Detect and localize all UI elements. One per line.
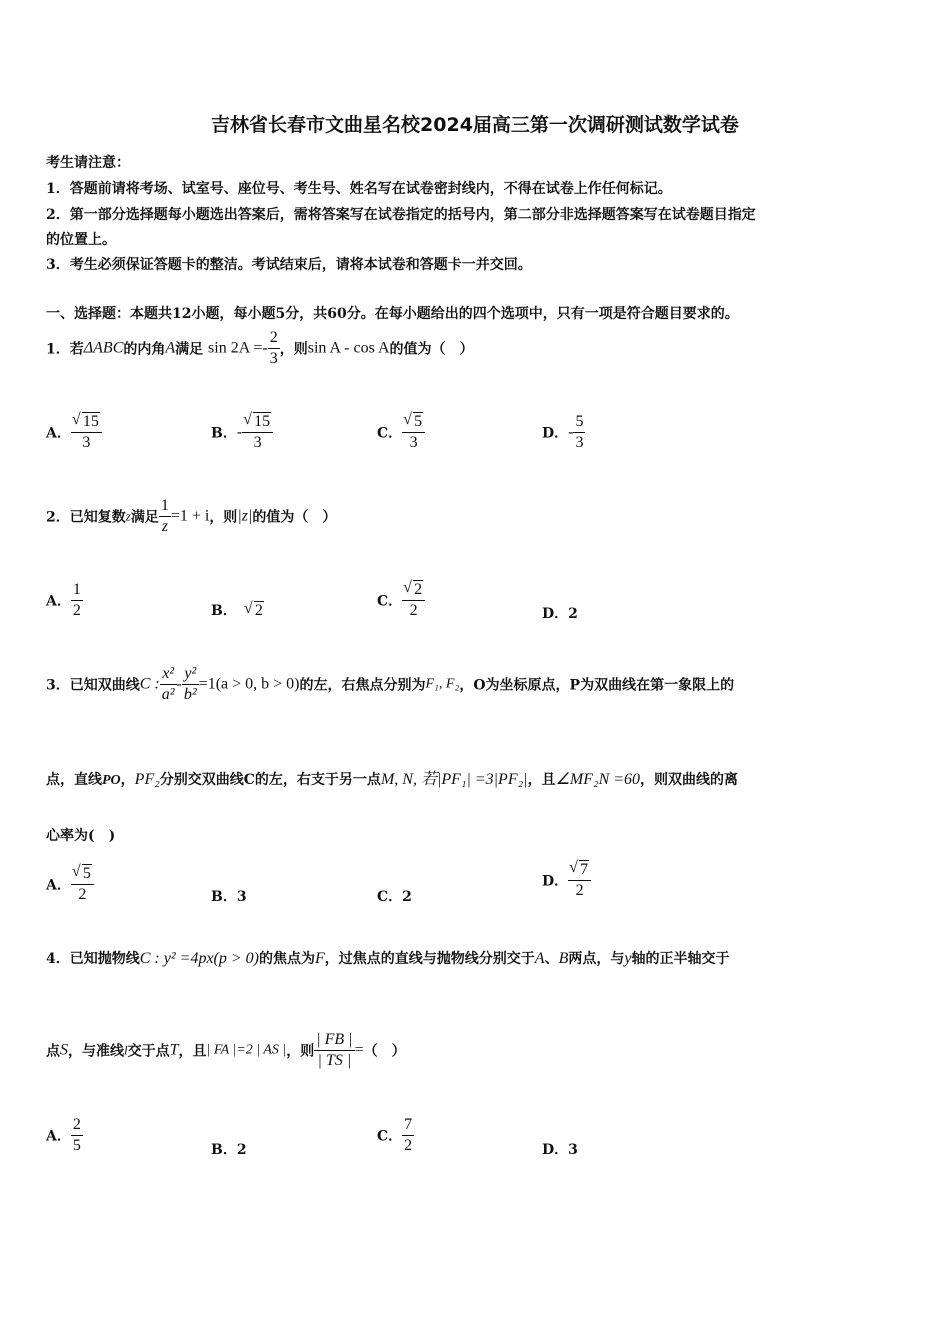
q1-option-d-value: $\frac{5}{3}$ [575, 413, 584, 451]
notice-item-2: 2．第一部分选择题每小题选出答案后，需将答案写在试卷指定的括号内，第二部分非选择题答案写在试卷题目指定 [46, 207, 756, 223]
q1-text-5: 的值为（ ） [389, 341, 474, 358]
question-1 [46, 328, 474, 369]
q2-math-abs-z: |z| [237, 507, 253, 525]
q1-option-b[interactable]: B．- √ $\frac{15}{3}$ [211, 412, 273, 453]
question-3-line-2: 点，直线PO，PF₂分别交双曲线C的左，右支于另一点M, N, 若|PF₁| =3|PF₂|，且∠MF₂N =60，则双曲线的离 [46, 771, 739, 788]
q2-text-4: 的值为（ ） [252, 509, 337, 526]
q1-text-1: 1．若 [46, 341, 84, 358]
notice-item-2-cont: 的位置上。 [46, 232, 116, 248]
q3-text-3: ，O为坐标原点，P为双曲线在第一象限上的 [459, 677, 735, 694]
question-3: 3．已知双曲线C : $\frac{\text{x²}}{\text{a²}}$ - $\frac{\text{y²}}{\text{b²}}$ =1(a > 0, b > 0)的左，右焦点分别为F₁, F₂，O为坐标原点，P为双曲线在第一象限上的 [46, 665, 735, 703]
q1-text-4: ，则 [279, 341, 308, 358]
q2-option-a-value: $\frac{1}{2}$ [72, 581, 81, 619]
q3-y-fraction: $\frac{\text{y²}}{\text{b²}}$ [183, 665, 197, 703]
q2-option-c[interactable]: C． √ $\frac{2}{2}$ [377, 580, 425, 621]
q2-text-1: 2．已知复数 [46, 509, 126, 526]
q4-ratio-fraction: $\frac{| FB |}{| TS |}$ [316, 1031, 353, 1069]
q3-option-a[interactable]: A． √ $\frac{5}{2}$ [46, 864, 94, 905]
q1-eq-fraction: $\frac{2}{3}$ [269, 329, 278, 367]
q2-option-c-value: √ $\frac{2}{2}$ [402, 580, 425, 621]
q4-option-c-value: $\frac{7}{2}$ [404, 1116, 413, 1154]
q4-option-c[interactable]: C． $\frac{7}{2}$ [377, 1116, 413, 1154]
q3-math-foci: F₁, F₂ [425, 676, 460, 692]
q2-option-b[interactable]: B．√ 2 [211, 600, 264, 620]
q4-option-a-value: $\frac{2}{5}$ [72, 1116, 81, 1154]
q1-option-a-value: √ $\frac{15}{3}$ [71, 412, 102, 453]
q3-option-c[interactable]: C．2 [377, 889, 412, 905]
q2-eq-fraction: $\frac{1}{z}$ [160, 497, 169, 535]
q2-text-3: ，则 [209, 509, 238, 526]
section-heading: 一、选择题：本题共12小题，每小题5分，共60分。在每小题给出的四个选项中，只有一项是符合题目要求的。 [46, 306, 739, 322]
page-title: 吉林省长春市文曲星名校2024届高三第一次调研测试数学试卷 [211, 114, 739, 136]
q3-math-c: C : [139, 675, 160, 693]
q3-x-fraction: $\frac{\text{x²}}{\text{a²}}$ [161, 665, 175, 703]
q3-option-d[interactable]: D． √ $\frac{7}{2}$ [542, 860, 591, 901]
question-4: 4．已知抛物线C : y² =4px(p > 0)的焦点为F，过焦点的直线与抛物线分别交于A、B两点，与y轴的正半轴交于 [46, 950, 730, 967]
q4-option-b[interactable]: B．2 [211, 1142, 247, 1158]
q2-option-d[interactable]: D．2 [542, 606, 578, 622]
q3-option-b[interactable]: B．3 [211, 889, 247, 905]
q1-math-expr: sin A - cos A [307, 339, 390, 357]
notice-heading: 考生请注意： [46, 155, 130, 171]
q1-option-c[interactable]: C． √ $\frac{5}{3}$ [377, 412, 425, 453]
q4-option-d[interactable]: D．3 [542, 1142, 578, 1158]
notice-item-3: 3．考生必须保证答题卡的整洁。考试结束后，请将本试卷和答题卡一并交回。 [46, 257, 532, 273]
q1-text-3: 满足 [175, 341, 204, 358]
notice-item-1: 1．答题前请将考场、试室号、座位号、考生号、姓名写在试卷密封线内，不得在试卷上作任何标记。 [46, 181, 672, 197]
q3-option-d-value: √ $\frac{7}{2}$ [568, 860, 591, 901]
q2-text-2: 满足 [130, 509, 159, 526]
q2-option-a[interactable]: A． $\frac{1}{2}$ [46, 581, 81, 619]
question-4-line-2: 点S，与准线l交于点T，且| FA |=2 | AS |，则 $\frac{| FB |}{| TS |}$ =（ ） [46, 1031, 406, 1069]
question-3-line-3: 心率为( ) [46, 828, 116, 844]
q1-text-2: 的内角 [123, 341, 166, 358]
q3-eq-rhs: =1(a > 0, b > 0) [198, 675, 300, 693]
q3-text-1: 3．已知双曲线 [46, 677, 140, 694]
question-2 [46, 496, 336, 537]
q3-text-2: 的左，右焦点分别为 [299, 677, 426, 694]
q1-option-b-value: √ $\frac{15}{3}$ [242, 412, 273, 453]
q1-math-triangle: ΔABC [83, 339, 124, 357]
q2-option-b-value: √ 2 [245, 602, 264, 619]
q1-eq-lhs: sin 2A =- [208, 339, 268, 357]
q4-option-a[interactable]: A． $\frac{2}{5}$ [46, 1116, 81, 1154]
q1-option-a[interactable]: A． √ $\frac{15}{3}$ [46, 412, 102, 453]
q1-math-a: A [165, 339, 176, 357]
q1-option-c-value: √ $\frac{5}{3}$ [402, 412, 425, 453]
q2-eq-rhs: =1 + i [170, 507, 210, 525]
q1-option-d[interactable]: D．- $\frac{5}{3}$ [542, 413, 584, 451]
q2-math-z: z [125, 508, 131, 524]
q3-option-a-value: √ $\frac{5}{2}$ [71, 864, 94, 905]
